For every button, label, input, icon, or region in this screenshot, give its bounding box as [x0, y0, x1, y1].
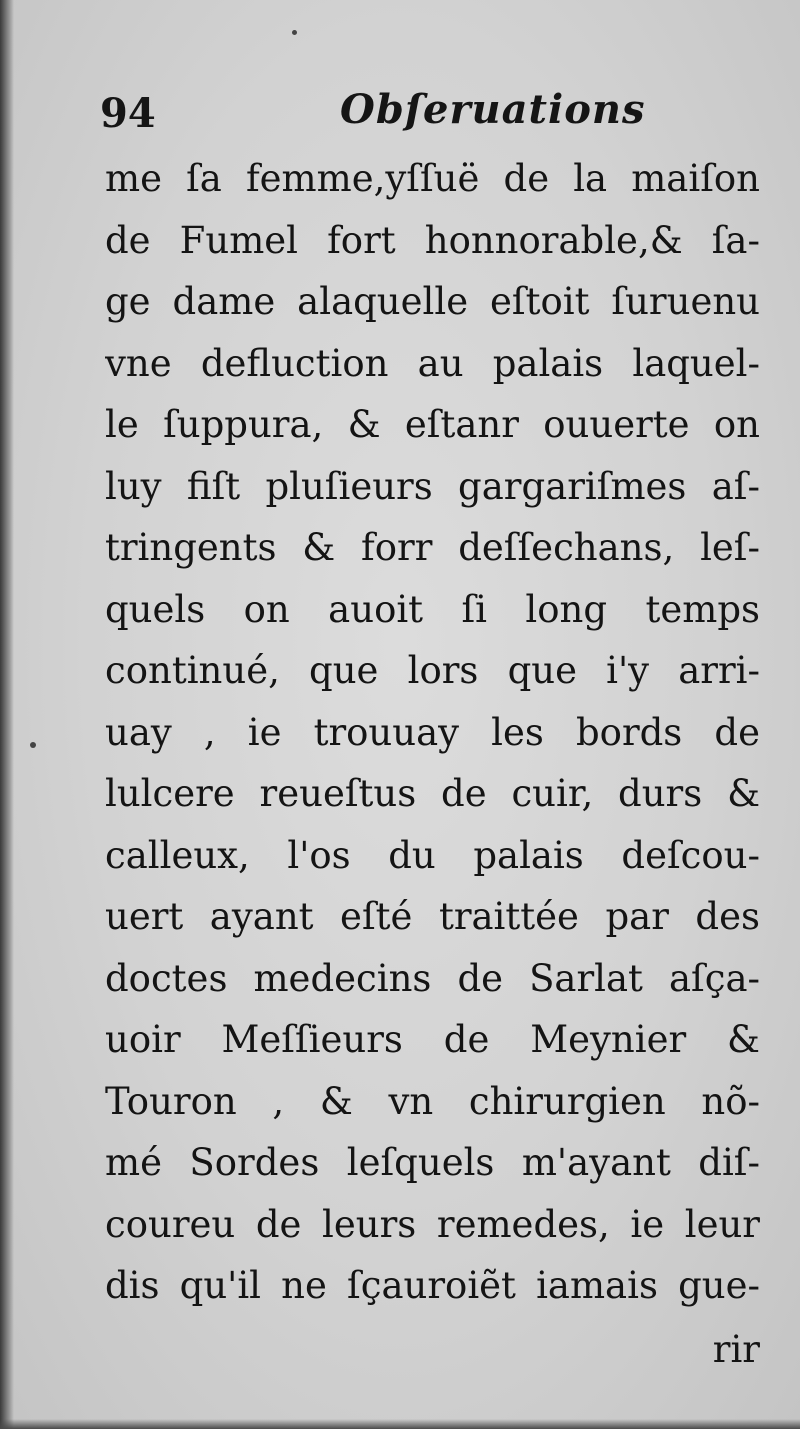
ink-speck [30, 742, 36, 748]
text-line: lulcere reueſtus de cuir, durs & [105, 772, 760, 815]
text-line: me ſa femme,yſſuë de la maiſon [105, 157, 760, 200]
catchword: rir [712, 1328, 760, 1371]
text-line: Touron , & vn chirurgien nõ- [105, 1079, 760, 1123]
text-line: luy fiſt pluſieurs gargariſmes aſ- [105, 464, 760, 508]
text-line: dis qu'il ne ſçauroiẽt iamais gue- [105, 1264, 760, 1307]
text-line: le ſuppura, & eſtanr ouuerte on [105, 403, 760, 446]
text-line: ge dame alaquelle eſtoit ſuruenu [105, 280, 760, 323]
text-line: doctes medecins de Sarlat aſça- [105, 956, 760, 1000]
text-line: calleux, l'os du palais deſcou- [105, 833, 760, 877]
text-line: quels on auoit ſi long temps [105, 587, 760, 631]
text-line: mé Sordes leſquels m'ayant diſ- [105, 1141, 760, 1184]
text-line: uay , ie trouuay les bords de [105, 710, 760, 754]
text-line: uoir Meſſieurs de Meynier & [105, 1018, 760, 1061]
running-title: Obſeruations [340, 86, 646, 133]
gutter-shadow [0, 0, 14, 1429]
text-line: coureu de leurs remedes, ie leur [105, 1202, 760, 1246]
page-number: 94 [100, 90, 156, 137]
text-line: tringents & forr deſſechans, leſ- [105, 526, 760, 569]
text-line: uert ayant eſté traittée par des [105, 895, 760, 938]
text-line: continué, que lors que i'y arri- [105, 649, 760, 692]
running-head [100, 84, 760, 140]
text-line: de Fumel fort honnorable,& ſa- [105, 218, 760, 262]
ink-speck [292, 30, 297, 35]
text-line: vne defluction au palais laquel- [105, 341, 760, 385]
body-text [105, 148, 760, 1317]
page-bottom-edge [0, 1419, 800, 1429]
